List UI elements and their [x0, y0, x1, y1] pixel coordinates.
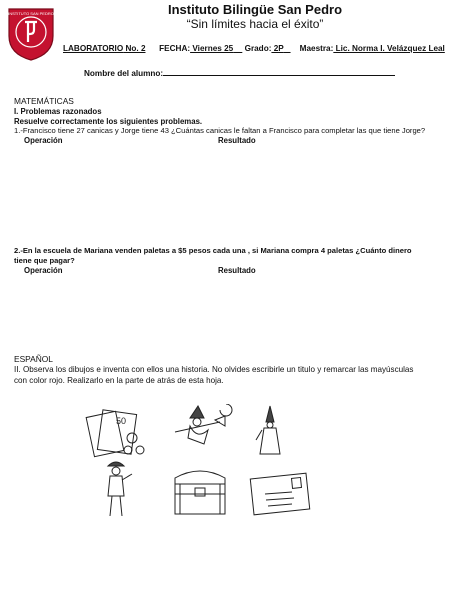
story-drawings [80, 404, 380, 522]
school-motto: “Sin límites hacia el éxito” [186, 17, 324, 31]
svg-text:50: 50 [116, 416, 127, 426]
school-logo [6, 6, 56, 62]
question-2-line-2: tiene que pagar? [14, 256, 75, 265]
question-1: 1.-Francisco tiene 27 canicas y Jorge tiene 43 ¿Cuántas canicas le faltan a Francisco para completar las que tiene Jorge? [14, 126, 426, 135]
witch-drawing [175, 404, 232, 444]
math-part: I. Problemas razonados [14, 107, 102, 116]
teacher-value: Lic. Norma I. Velázquez Leal [333, 44, 445, 53]
student-name-line[interactable] [163, 67, 395, 76]
envelope-drawing [250, 473, 309, 515]
q1-result-label: Resultado [218, 136, 256, 145]
wizard-drawing [256, 406, 280, 454]
pirate-drawing [108, 462, 132, 516]
grade-label: Grado: [244, 44, 272, 53]
date-value: Viernes 25 [190, 44, 234, 53]
grade-value: 2P [271, 44, 284, 53]
spanish-instruction-1: II. Observa los dibujos e inventa con ellos una historia. No olvides escribirle un titulo y remarcar las mayúsculas [14, 365, 414, 374]
date-label: FECHA: [159, 44, 191, 53]
q1-operation-label: Operación [24, 136, 63, 145]
spanish-instruction-2: con color rojo. Realizarlo en la parte de atrás de esta hoja. [14, 376, 224, 385]
info-row [63, 44, 445, 53]
teacher-label: Maestra: [299, 44, 334, 53]
student-name-label: Nombre del alumno: [84, 69, 164, 78]
spanish-title: ESPAÑOL [14, 354, 53, 364]
chest-drawing [175, 471, 225, 514]
student-name-row [84, 67, 395, 78]
q2-operation-label: Operación [24, 266, 63, 275]
math-title: MATEMÁTICAS [14, 96, 74, 106]
money-drawing [86, 410, 144, 457]
logo-text: INSTITUTO SAN PEDRO [8, 11, 54, 16]
q2-result-label: Resultado [218, 266, 256, 275]
question-2-line-1: 2.-En la escuela de Mariana venden paletas a $5 pesos cada una , si Mariana compra 4 paletas ¿Cuánto dinero [14, 246, 412, 255]
lab-label: LABORATORIO [63, 44, 124, 53]
school-name: Instituto Bilingüe San Pedro [167, 2, 343, 17]
math-instruction: Resuelve correctamente los siguientes problemas. [14, 117, 203, 126]
lab-value: No. 2 [123, 44, 146, 53]
